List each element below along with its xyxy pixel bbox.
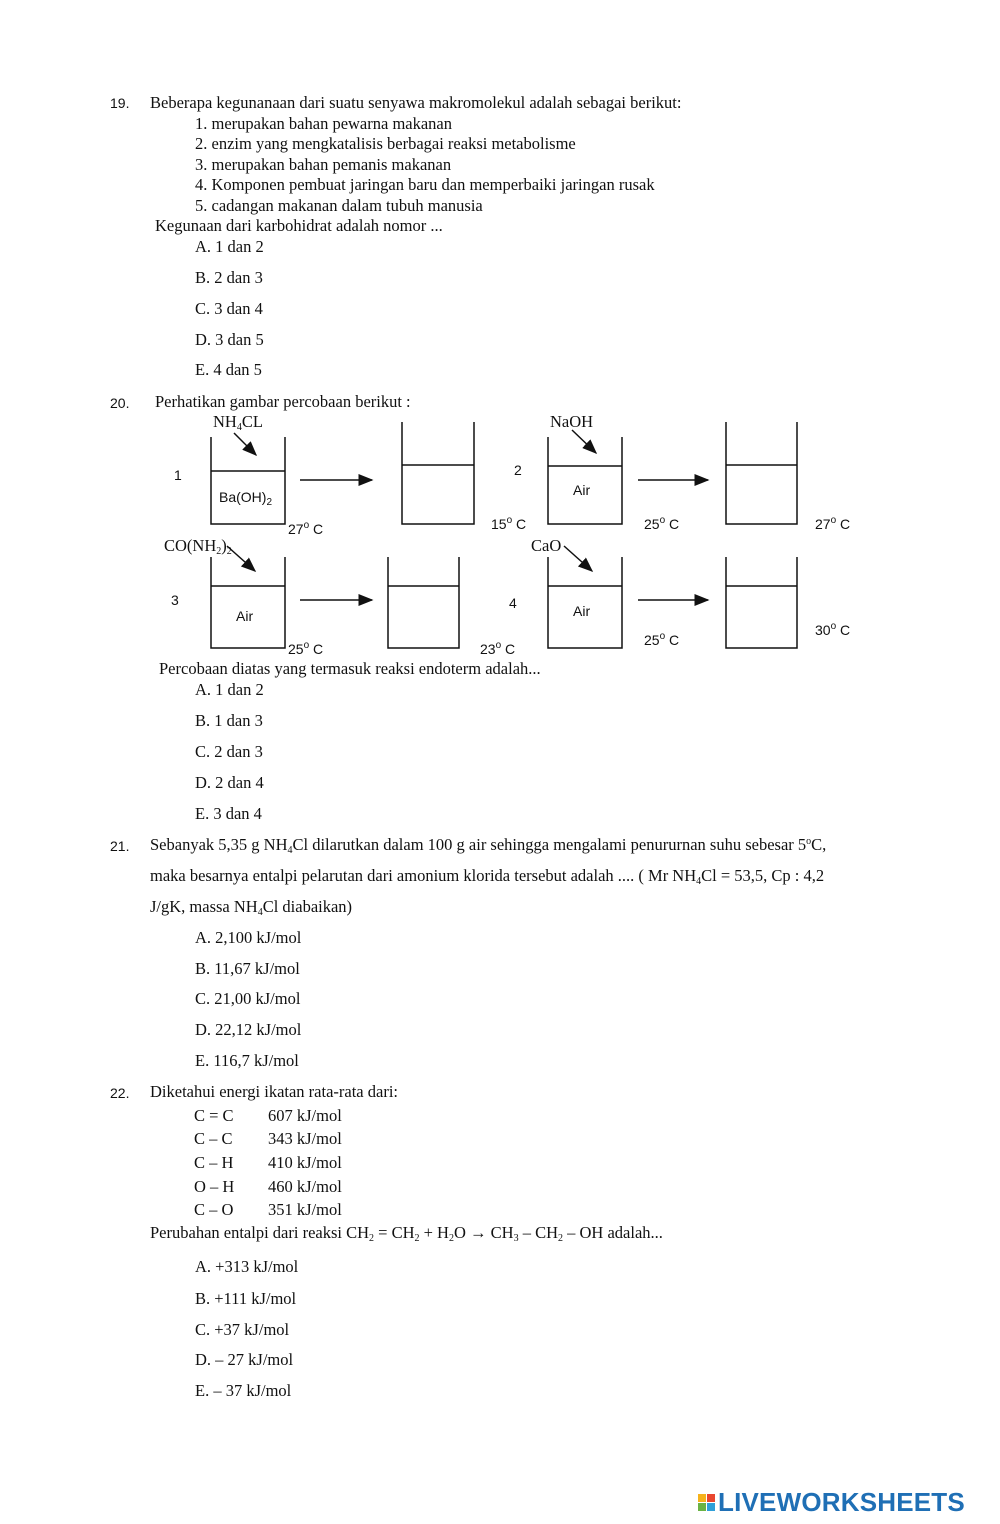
exp3-beaker-after [388, 557, 459, 648]
q22-reaction-question: Perubahan entalpi dari reaksi $CH_2 = CH_2 + H_2O \to CH_3 - CH_2$ – OH adalah... [150, 1223, 663, 1244]
logo-square-3 [698, 1503, 706, 1511]
logo-square-4 [707, 1503, 715, 1511]
q19-stem: Beberapa kegunanaan dari suatu senyawa makromolekul adalah sebagai berikut: [150, 93, 682, 112]
exp2-temp-after: 27$^o$ C [815, 515, 851, 532]
q19-option-d[interactable]: D. 3 dan 5 [195, 330, 264, 349]
q22-energy-4: 460 kJ/mol [268, 1177, 342, 1196]
q20-question: Percobaan diatas yang termasuk reaksi endoterm adalah... [159, 659, 541, 678]
exp1-beaker-after [402, 422, 474, 524]
q22-option-e[interactable]: E. – 37 kJ/mol [195, 1381, 292, 1400]
q22-bond-1: C = C [194, 1106, 234, 1125]
exp4-number: 4 [509, 595, 517, 611]
q22-bond-3: C – H [194, 1153, 234, 1172]
q19-item-3: 3. merupakan bahan pemanis makanan [195, 155, 452, 174]
exp2-number: 2 [514, 462, 522, 478]
q21-line-1: Sebanyak 5,35 g $NH_4Cl$ dilarutkan dalam 100 g air sehingga mengalami penururnan suhu sebesar 5$^o$C, [150, 835, 827, 856]
q19-item-5: 5. cadangan makanan dalam tubuh manusia [195, 196, 483, 215]
q22-bond-2: C – C [194, 1129, 233, 1148]
q20-option-a[interactable]: A. 1 dan 2 [195, 680, 264, 699]
exp1-reagent-arrow [234, 433, 256, 455]
q20-option-e[interactable]: E. 3 dan 4 [195, 804, 262, 823]
q22-option-a[interactable]: A. +313 kJ/mol [195, 1257, 299, 1276]
q19-option-e[interactable]: E. 4 dan 5 [195, 360, 262, 379]
exp3-temp-before: 25$^o$ C [288, 640, 324, 657]
q20-number: 20. [110, 395, 130, 411]
q22-bond-5: C – O [194, 1200, 234, 1219]
q20-option-c[interactable]: C. 2 dan 3 [195, 742, 263, 761]
exp3-solution-label: Air [236, 608, 254, 624]
q22-energy-3: 410 kJ/mol [268, 1153, 342, 1172]
exp2-reagent-arrow [572, 430, 596, 453]
q19-item-2: 2. enzim yang mengkatalisis berbagai reaksi metabolisme [195, 134, 576, 153]
q19-item-4: 4. Komponen pembuat jaringan baru dan memperbaiki jaringan rusak [195, 175, 655, 194]
exp1-beaker-before [211, 437, 285, 524]
exp3-beaker-before [211, 557, 285, 648]
q22-bond-4: O – H [194, 1177, 235, 1196]
q22-option-d[interactable]: D. – 27 kJ/mol [195, 1350, 294, 1369]
exp2-temp-before: 25$^o$ C [644, 515, 680, 532]
liveworksheets-logo-icon [698, 1494, 715, 1511]
logo-square-1 [698, 1494, 706, 1502]
exp4-solution-label: Air [573, 603, 591, 619]
q20-option-b[interactable]: B. 1 dan 3 [195, 711, 263, 730]
liveworksheets-logo[interactable] [698, 1489, 965, 1515]
q21-option-b[interactable]: B. 11,67 kJ/mol [195, 959, 300, 978]
q22-option-b[interactable]: B. +111 kJ/mol [195, 1289, 297, 1308]
q19-option-b[interactable]: B. 2 dan 3 [195, 268, 263, 287]
q21-number: 21. [110, 838, 130, 854]
exp2-beaker-before [548, 437, 622, 524]
q21-option-a[interactable]: A. 2,100 kJ/mol [195, 928, 302, 947]
q19-question: Kegunaan dari karbohidrat adalah nomor ... [155, 216, 443, 235]
exp3-temp-after: 23$^o$ C [480, 640, 516, 657]
q22-stem: Diketahui energi ikatan rata-rata dari: [150, 1082, 398, 1101]
exp1-solution-label: $Ba(OH)_2$ [219, 489, 273, 508]
q22-energy-5: 351 kJ/mol [268, 1200, 342, 1219]
q21-option-c[interactable]: C. 21,00 kJ/mol [195, 989, 301, 1008]
q21-option-e[interactable]: E. 116,7 kJ/mol [195, 1051, 299, 1070]
exp4-beaker-after [726, 557, 797, 648]
exp4-temp-after: 30$^o$ C [815, 621, 851, 638]
exp4-reagent-arrow [564, 546, 592, 571]
exp2-solution-label: Air [573, 482, 591, 498]
exp4-temp-before: 25$^o$ C [644, 631, 680, 648]
liveworksheets-logo-text: LIVEWORKSHEETS [718, 1487, 965, 1517]
q20-stem: Perhatikan gambar percobaan berikut : [155, 392, 411, 411]
q22-number: 22. [110, 1085, 130, 1101]
exp2-reagent-label: NaOH [550, 412, 594, 431]
experiment-diagram [0, 0, 1000, 680]
q19-item-1: 1. merupakan bahan pewarna makanan [195, 114, 453, 133]
q21-line-2: maka besarnya entalpi pelarutan dari amonium klorida tersebut adalah .... ( Mr $NH_4Cl = 53,5$, Cp : 4,2 [150, 866, 825, 887]
exp1-temp-after: 15$^o$ C [491, 515, 527, 532]
q21-line-3: J/gK, massa $NH_4Cl$ diabaikan) [150, 897, 353, 918]
exp2-beaker-after [726, 422, 797, 524]
exp3-number: 3 [171, 592, 179, 608]
q22-option-c[interactable]: C. +37 kJ/mol [195, 1320, 290, 1339]
q20-option-d[interactable]: D. 2 dan 4 [195, 773, 264, 792]
exp3-reagent-label: $CO(NH_2)_2$ [164, 536, 232, 557]
q22-energy-2: 343 kJ/mol [268, 1129, 342, 1148]
exp1-temp-before: 27$^o$ C [288, 520, 324, 537]
exp4-reagent-label: CaO [531, 536, 562, 555]
q21-option-d[interactable]: D. 22,12 kJ/mol [195, 1020, 302, 1039]
logo-square-2 [707, 1494, 715, 1502]
exp1-reagent-label: $NH_4CL$ [213, 412, 263, 433]
q22-energy-1: 607 kJ/mol [268, 1106, 342, 1125]
exp1-number: 1 [174, 467, 182, 483]
q19-option-a[interactable]: A. 1 dan 2 [195, 237, 264, 256]
q19-number: 19. [110, 95, 130, 111]
q19-option-c[interactable]: C. 3 dan 4 [195, 299, 263, 318]
